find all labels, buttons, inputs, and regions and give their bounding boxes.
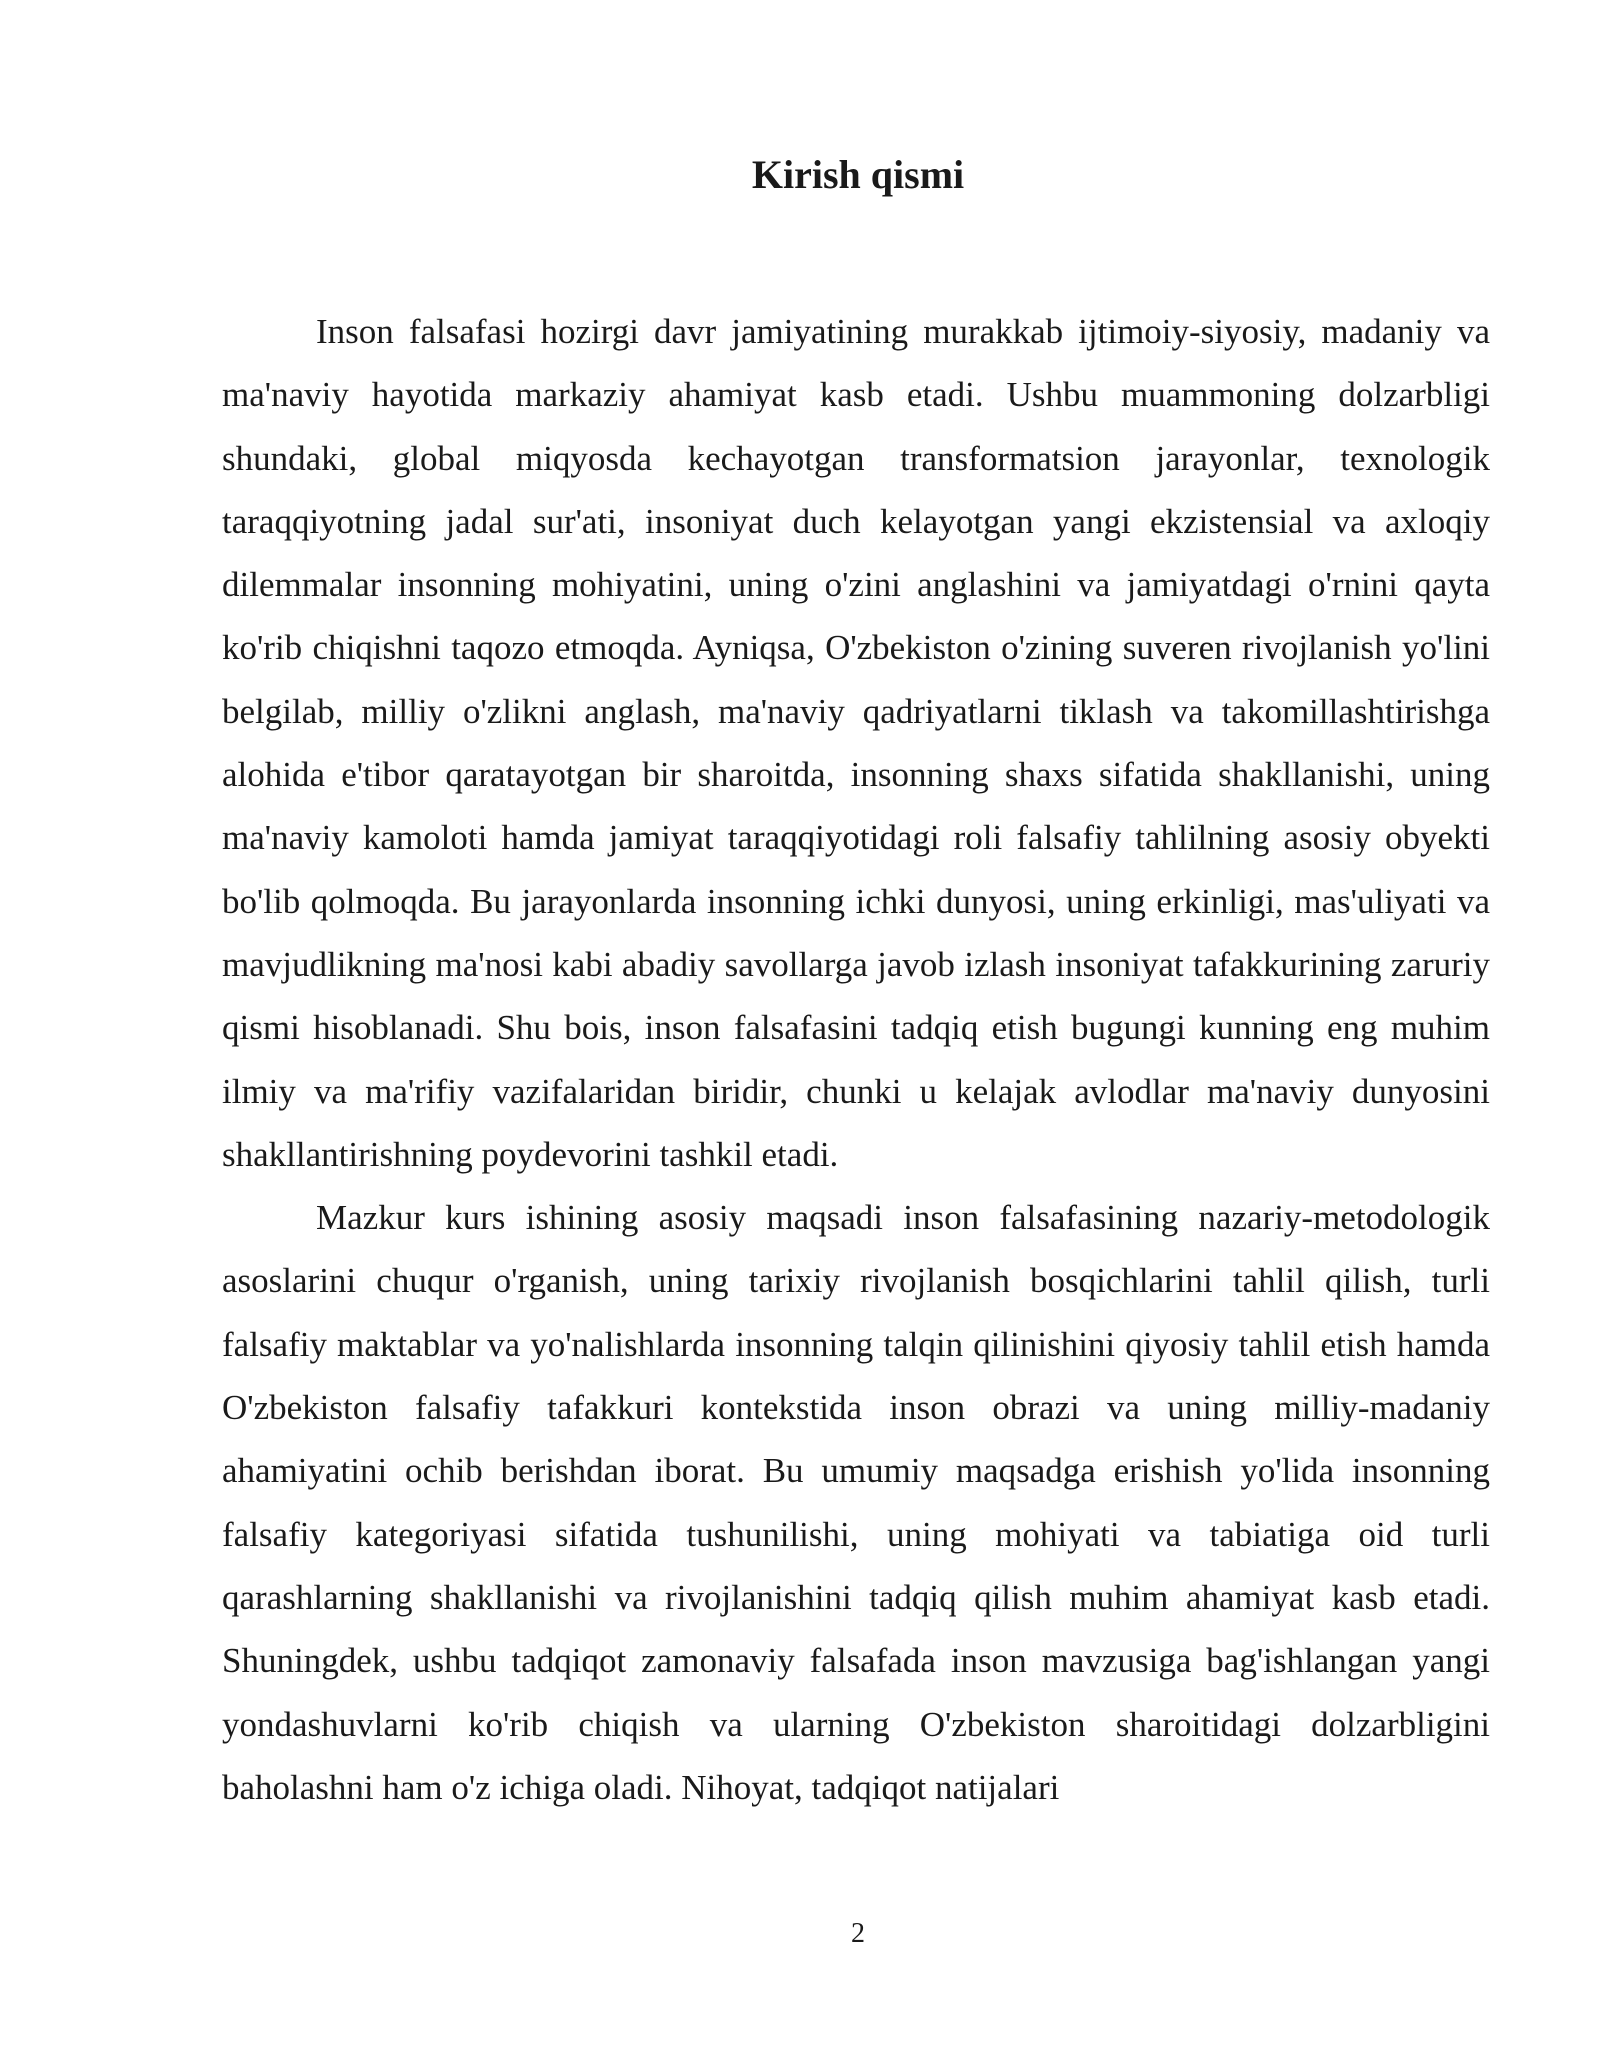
page-title: Kirish qismi (751, 152, 965, 197)
document-body (222, 300, 1490, 1819)
paragraph-2: Mazkur kurs ishining asosiy maqsadi inson falsafasining nazariy-metodologik asoslarini chuqur o'rganish, uning tarixiy rivojlanish bosqichlarini tahlil qilish, turli falsafiy maktablar va yo'nalishlarda insonning talqin qilinishini qiyosiy tahlil etish hamda O'zbekiston falsafiy tafakkuri kontekstida inson obrazi va uning milliy-madaniy ahamiyatini ochib berishdan iborat. Bu umumiy maqsadga erishish yo'lida insonning falsafiy kategoriyasi sifatida tushunilishi, uning mohiyati va tabiatiga oid turli qarashlarning shakllanishi va rivojlanishini tadqiq qilish muhim ahamiyat kasb etadi. Shuningdek, ushbu tadqiqot zamonaviy falsafada inson mavzusiga bag'ishlangan yangi yondashuvlarni ko'rib chiqish va ularning O'zbekiston sharoitidagi dolzarbligini baholashni ham o'z ichiga oladi. Nihoyat, tadqiqot natijalari (222, 1198, 1490, 1807)
page-number: 2 (851, 1918, 865, 1949)
paragraph-1: Inson falsafasi hozirgi davr jamiyatining murakkab ijtimoiy-siyosiy, madaniy va ma'naviy hayotida markaziy ahamiyat kasb etadi. Ushbu muammoning dolzarbligi shundaki, global miqyosda kechayotgan transformatsion jarayonlar, texnologik taraqqiyotning jadal sur'ati, insoniyat duch kelayotgan yangi ekzistensial va axloqiy dilemmalar insonning mohiyatini, uning o'zini anglashini va jamiyatdagi o'rnini qayta ko'rib chiqishni taqozo etmoqda. Ayniqsa, O'zbekiston o'zining suveren rivojlanish yo'lini belgilab, milliy o'zlikni anglash, ma'naviy qadriyatlarni tiklash va takomillashtirishga alohida e'tibor qaratayotgan bir sharoitda, insonning shaxs sifatida shakllanishi, uning ma'naviy kamoloti hamda jamiyat taraqqiyotidagi roli falsafiy tahlilning asosiy obyekti bo'lib qolmoqda. Bu jarayonlarda insonning ichki dunyosi, uning erkinligi, mas'uliyati va mavjudlikning ma'nosi kabi abadiy savollarga javob izlash insoniyat tafakkurining zaruriy qismi hisoblanadi. Shu bois, inson falsafasini tadqiq etish bugungi kunning eng muhim ilmiy va ma'rifiy vazifalaridan biridir, chunki u kelajak avlodlar ma'naviy dunyosini shakllantirishning poydevorini tashkil etadi. (222, 312, 1490, 1174)
